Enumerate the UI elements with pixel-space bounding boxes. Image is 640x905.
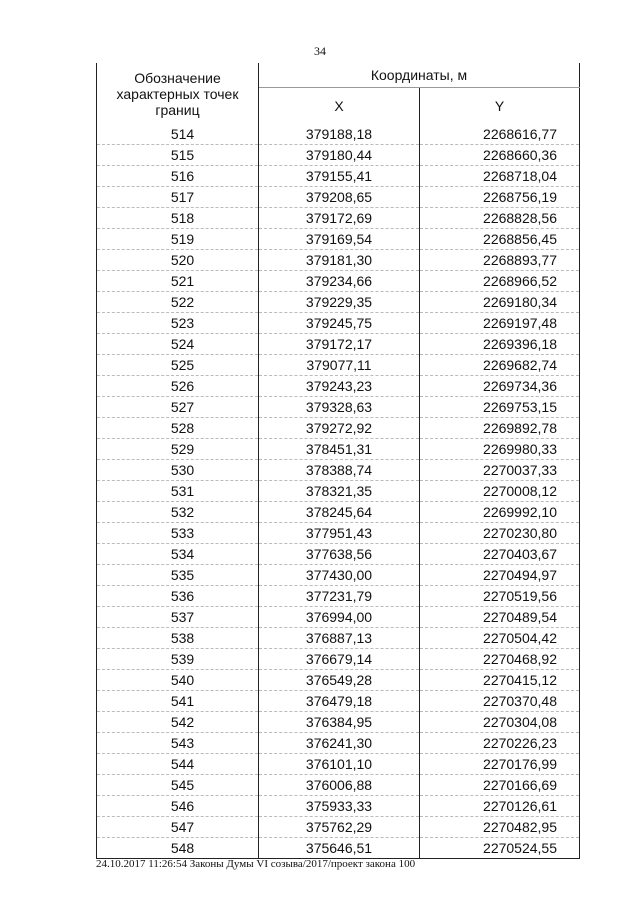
y-coordinate-cell: 2270494,97 (420, 565, 580, 586)
x-coordinate-cell: 378321,35 (259, 481, 420, 502)
x-coordinate-cell: 375646,51 (259, 838, 420, 859)
y-coordinate-cell: 2270482,95 (420, 817, 580, 838)
y-coordinate-cell: 2270226,23 (420, 733, 580, 754)
point-cell: 514 (97, 124, 259, 145)
y-coordinate-cell: 2270176,99 (420, 754, 580, 775)
x-coordinate-cell: 377951,43 (259, 523, 420, 544)
x-coordinate-cell: 379229,35 (259, 292, 420, 313)
point-cell: 543 (97, 733, 259, 754)
table-row (97, 292, 580, 313)
x-coordinate-cell: 377638,56 (259, 544, 420, 565)
y-column-header: Y (420, 88, 580, 125)
point-cell: 540 (97, 670, 259, 691)
footer-stamp: 24.10.2017 11:26:54 Законы Думы VI созыва/2017/проект закона 100 (96, 858, 416, 870)
point-cell: 532 (97, 502, 259, 523)
y-coordinate-cell: 2270037,33 (420, 460, 580, 481)
x-coordinate-cell: 379245,75 (259, 313, 420, 334)
y-coordinate-cell: 2270468,92 (420, 649, 580, 670)
x-coordinate-cell: 375762,29 (259, 817, 420, 838)
y-coordinate-cell: 2270489,54 (420, 607, 580, 628)
x-coordinate-cell: 379208,65 (259, 187, 420, 208)
x-coordinate-cell: 379188,18 (259, 124, 420, 145)
point-cell: 528 (97, 418, 259, 439)
x-coordinate-cell: 379181,30 (259, 250, 420, 271)
x-coordinate-cell: 378388,74 (259, 460, 420, 481)
point-cell: 517 (97, 187, 259, 208)
x-coordinate-cell: 376479,18 (259, 691, 420, 712)
point-cell: 521 (97, 271, 259, 292)
x-coordinate-cell: 379172,17 (259, 334, 420, 355)
coordinates-header: Координаты, м (259, 63, 580, 88)
point-cell: 536 (97, 586, 259, 607)
table-row (97, 166, 580, 187)
table-row (97, 754, 580, 775)
table-row (97, 250, 580, 271)
point-cell: 547 (97, 817, 259, 838)
point-cell: 530 (97, 460, 259, 481)
table-row (97, 376, 580, 397)
y-coordinate-cell: 2268660,36 (420, 145, 580, 166)
x-coordinate-cell: 379328,63 (259, 397, 420, 418)
table-row (97, 607, 580, 628)
x-coordinate-cell: 379243,23 (259, 376, 420, 397)
x-coordinate-cell: 376887,13 (259, 628, 420, 649)
y-coordinate-cell: 2269753,15 (420, 397, 580, 418)
y-coordinate-cell: 2269682,74 (420, 355, 580, 376)
y-coordinate-cell: 2268856,45 (420, 229, 580, 250)
table-header (97, 63, 580, 124)
x-coordinate-cell: 379077,11 (259, 355, 420, 376)
point-cell: 545 (97, 775, 259, 796)
y-coordinate-cell: 2270415,12 (420, 670, 580, 691)
table-row (97, 733, 580, 754)
point-cell: 541 (97, 691, 259, 712)
table-row (97, 775, 580, 796)
table-row (97, 397, 580, 418)
table-row (97, 439, 580, 460)
x-coordinate-cell: 376101,10 (259, 754, 420, 775)
table-row (97, 565, 580, 586)
point-designation-header: Обозначение характерных точек границ (97, 63, 259, 124)
x-coordinate-cell: 376549,28 (259, 670, 420, 691)
point-cell: 538 (97, 628, 259, 649)
y-coordinate-cell: 2268756,19 (420, 187, 580, 208)
table-row (97, 187, 580, 208)
y-coordinate-cell: 2268893,77 (420, 250, 580, 271)
point-cell: 524 (97, 334, 259, 355)
point-cell: 529 (97, 439, 259, 460)
point-cell: 542 (97, 712, 259, 733)
y-coordinate-cell: 2270008,12 (420, 481, 580, 502)
table-row (97, 229, 580, 250)
table-row (97, 712, 580, 733)
table-row (97, 418, 580, 439)
point-cell: 525 (97, 355, 259, 376)
x-coordinate-cell: 379169,54 (259, 229, 420, 250)
x-coordinate-cell: 379180,44 (259, 145, 420, 166)
table-row (97, 523, 580, 544)
table-row (97, 460, 580, 481)
point-cell: 537 (97, 607, 259, 628)
y-coordinate-cell: 2270304,08 (420, 712, 580, 733)
y-coordinate-cell: 2269734,36 (420, 376, 580, 397)
y-coordinate-cell: 2270166,69 (420, 775, 580, 796)
table-row (97, 355, 580, 376)
y-coordinate-cell: 2270524,55 (420, 838, 580, 859)
point-cell: 534 (97, 544, 259, 565)
table-row (97, 838, 580, 859)
point-cell: 548 (97, 838, 259, 859)
x-coordinate-cell: 378245,64 (259, 502, 420, 523)
y-coordinate-cell: 2270370,48 (420, 691, 580, 712)
table-row (97, 691, 580, 712)
y-coordinate-cell: 2270504,42 (420, 628, 580, 649)
table-row (97, 208, 580, 229)
y-coordinate-cell: 2268718,04 (420, 166, 580, 187)
y-coordinate-cell: 2270403,67 (420, 544, 580, 565)
y-coordinate-cell: 2269980,33 (420, 439, 580, 460)
point-cell: 531 (97, 481, 259, 502)
y-coordinate-cell: 2268828,56 (420, 208, 580, 229)
point-cell: 523 (97, 313, 259, 334)
table-row (97, 670, 580, 691)
point-cell: 527 (97, 397, 259, 418)
point-cell: 533 (97, 523, 259, 544)
point-cell: 516 (97, 166, 259, 187)
x-coordinate-cell: 377231,79 (259, 586, 420, 607)
point-cell: 522 (97, 292, 259, 313)
y-coordinate-cell: 2269180,34 (420, 292, 580, 313)
table-row (97, 796, 580, 817)
y-coordinate-cell: 2268966,52 (420, 271, 580, 292)
table-row (97, 334, 580, 355)
y-coordinate-cell: 2270519,56 (420, 586, 580, 607)
coordinates-table (96, 63, 580, 859)
y-coordinate-cell: 2270126,61 (420, 796, 580, 817)
table-row (97, 145, 580, 166)
table-row (97, 271, 580, 292)
point-cell: 526 (97, 376, 259, 397)
x-coordinate-cell: 379172,69 (259, 208, 420, 229)
point-cell: 518 (97, 208, 259, 229)
y-coordinate-cell: 2268616,77 (420, 124, 580, 145)
table-row (97, 502, 580, 523)
table-row (97, 817, 580, 838)
point-cell: 544 (97, 754, 259, 775)
y-coordinate-cell: 2270230,80 (420, 523, 580, 544)
x-coordinate-cell: 379155,41 (259, 166, 420, 187)
y-coordinate-cell: 2269197,48 (420, 313, 580, 334)
y-coordinate-cell: 2269892,78 (420, 418, 580, 439)
table-row (97, 313, 580, 334)
table-row (97, 544, 580, 565)
x-coordinate-cell: 378451,31 (259, 439, 420, 460)
x-coordinate-cell: 375933,33 (259, 796, 420, 817)
y-coordinate-cell: 2269992,10 (420, 502, 580, 523)
x-coordinate-cell: 377430,00 (259, 565, 420, 586)
page-number: 34 (314, 44, 326, 58)
x-coordinate-cell: 376384,95 (259, 712, 420, 733)
point-cell: 535 (97, 565, 259, 586)
y-coordinate-cell: 2269396,18 (420, 334, 580, 355)
x-coordinate-cell: 379234,66 (259, 271, 420, 292)
x-coordinate-cell: 379272,92 (259, 418, 420, 439)
x-coordinate-cell: 376006,88 (259, 775, 420, 796)
point-cell: 520 (97, 250, 259, 271)
table-row (97, 649, 580, 670)
point-cell: 515 (97, 145, 259, 166)
x-coordinate-cell: 376241,30 (259, 733, 420, 754)
x-coordinate-cell: 376679,14 (259, 649, 420, 670)
table-row (97, 124, 580, 145)
table-row (97, 586, 580, 607)
x-coordinate-cell: 376994,00 (259, 607, 420, 628)
x-column-header: X (259, 88, 420, 125)
point-cell: 519 (97, 229, 259, 250)
table-row (97, 628, 580, 649)
table-row (97, 481, 580, 502)
point-cell: 546 (97, 796, 259, 817)
point-cell: 539 (97, 649, 259, 670)
table-body (97, 124, 580, 859)
